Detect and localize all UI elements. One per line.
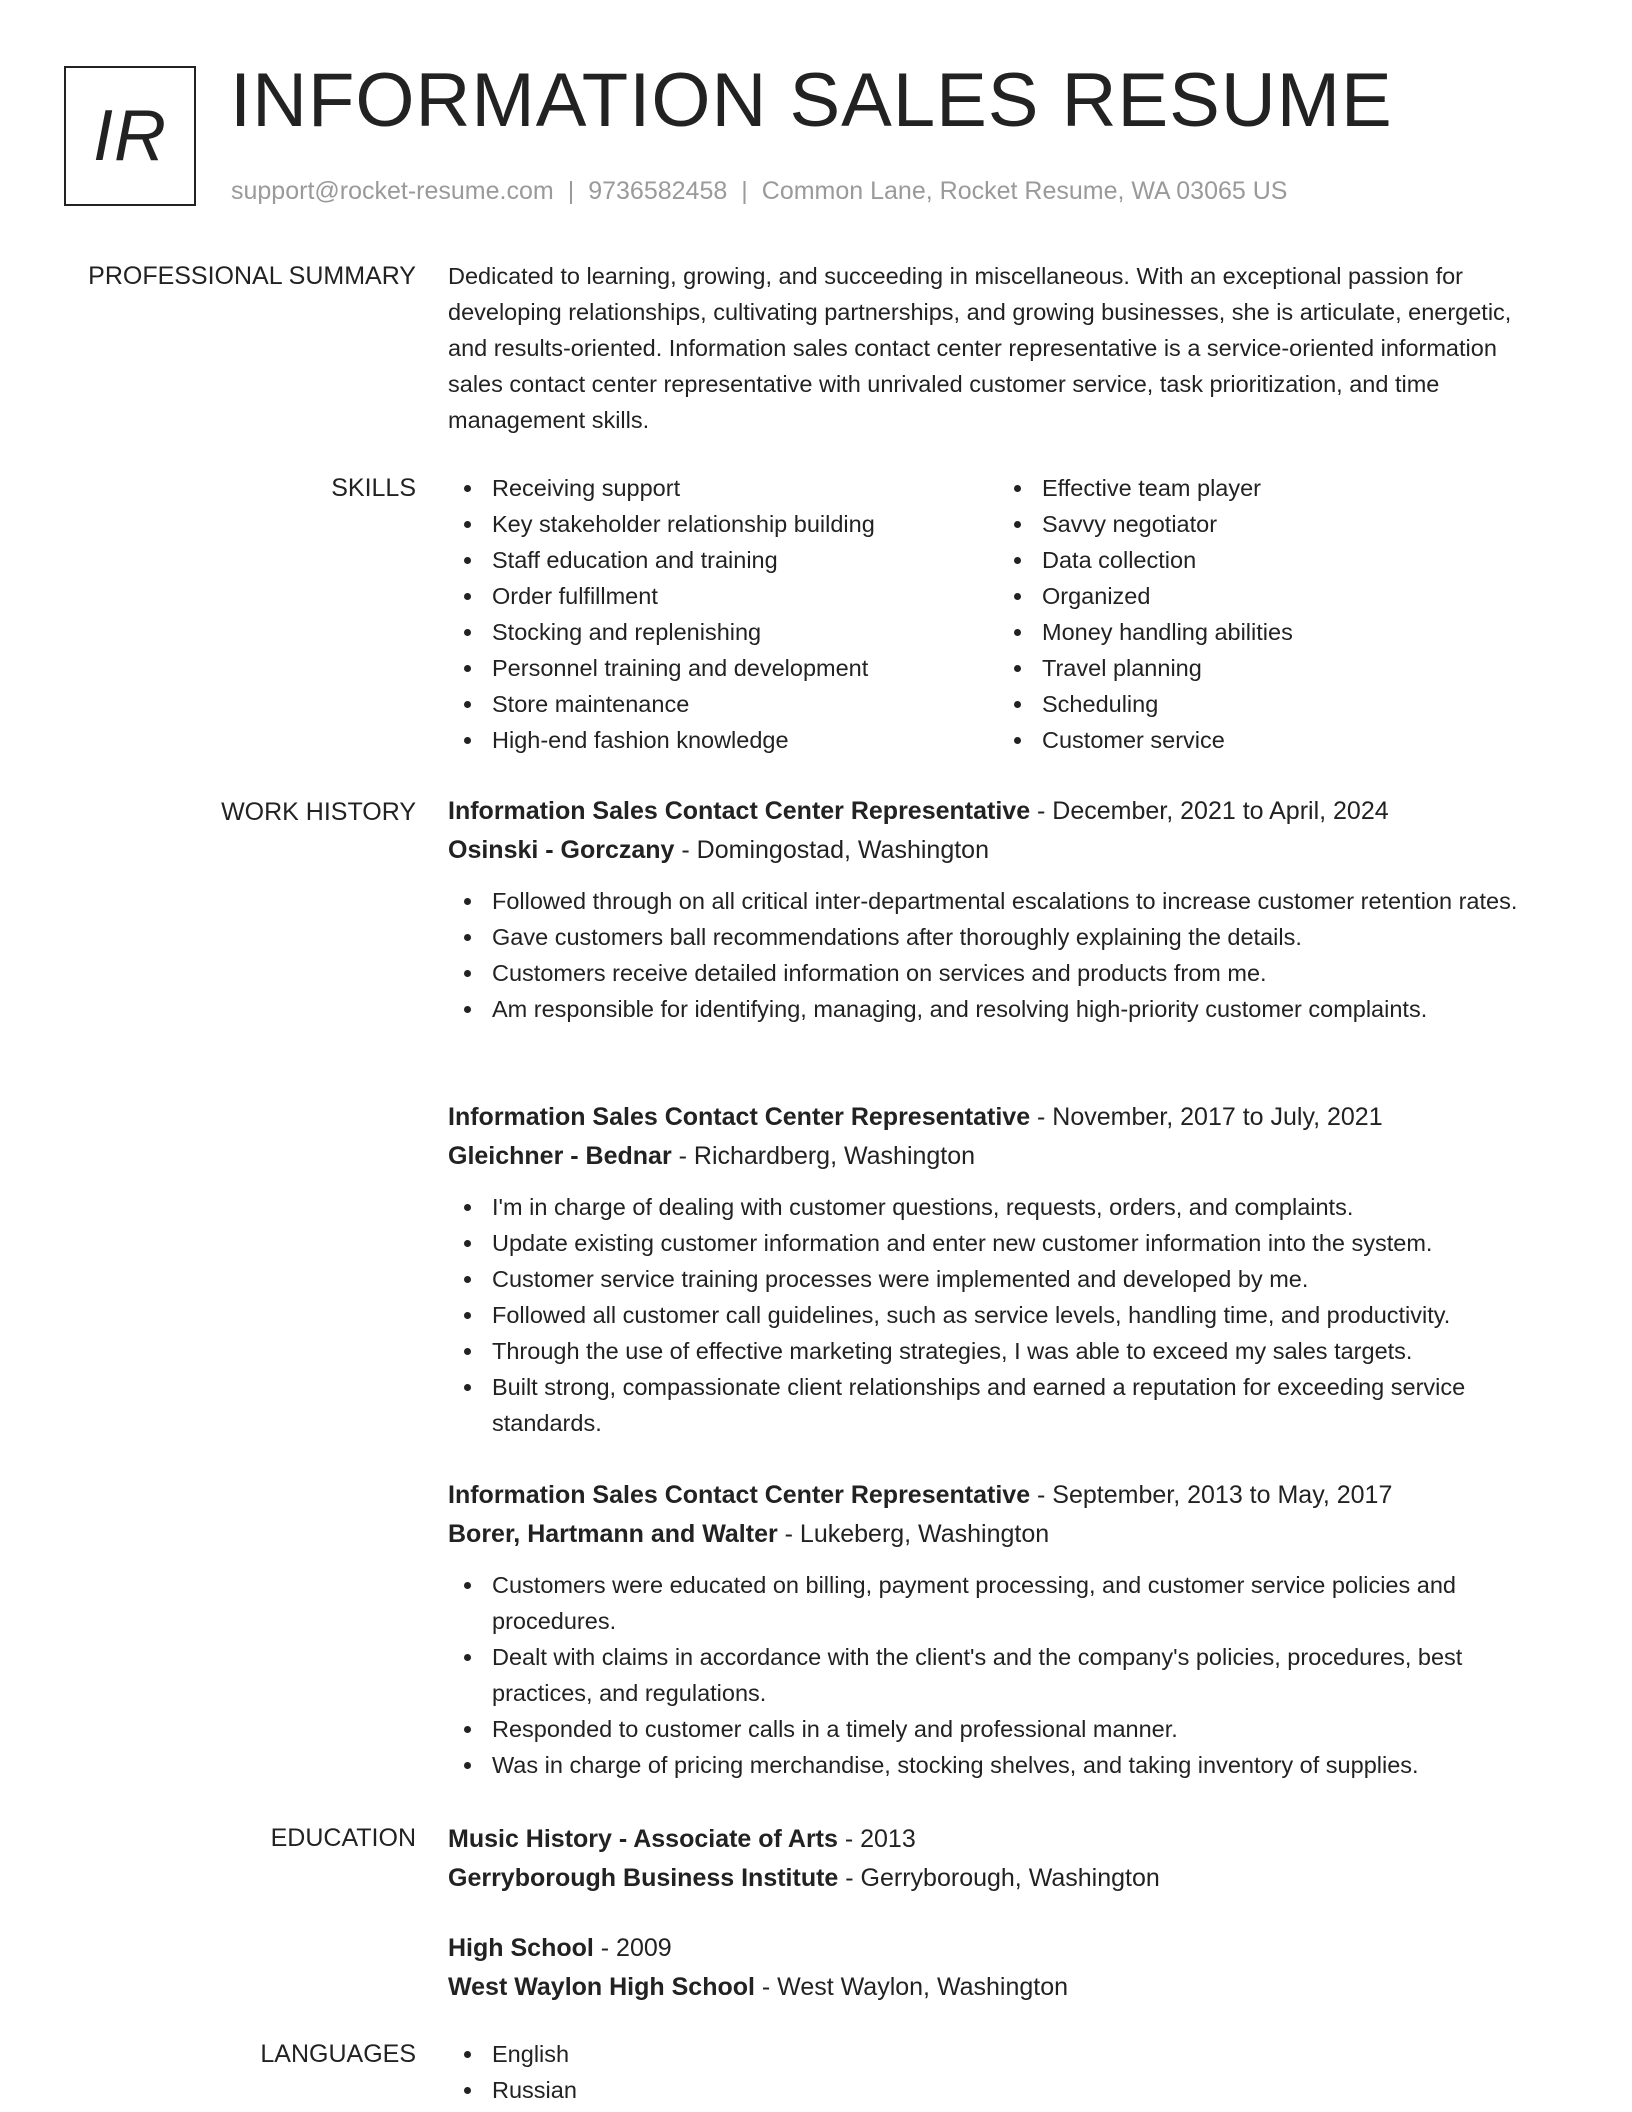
skill-item: Customer service: [998, 722, 1548, 758]
education-degree-line: [448, 1820, 1548, 1859]
skill-item: Savvy negotiator: [998, 506, 1548, 542]
summary-text: Dedicated to learning, growing, and succeeding in miscellaneous. With an exceptional passion for developing relationships, cultivating partnerships, and growing businesses, she is articulate, energetic, and results-oriented. Information sales contact center representative is a service-oriented information sales contact center representative with unrivaled customer service, task prioritization, and time management skills.: [448, 263, 1512, 433]
job-bullet: Customers receive detailed information on services and products from me.: [448, 955, 1548, 991]
contact-line: [231, 174, 1287, 208]
skill-item: Travel planning: [998, 650, 1548, 686]
contact-separator: |: [741, 177, 748, 205]
skill-item: Store maintenance: [448, 686, 998, 722]
skill-item: Personnel training and development: [448, 650, 998, 686]
education-year: - 2009: [593, 1934, 672, 1962]
job-company-line: [448, 1515, 1548, 1554]
job-bullet-list: [448, 883, 1548, 1027]
section-label-skills: SKILLS: [331, 474, 416, 502]
job-location: - Domingostad, Washington: [674, 836, 989, 864]
job-company-line: [448, 1137, 1548, 1176]
education-school-line: [448, 1968, 1548, 2007]
language-item: Russian: [448, 2072, 1548, 2108]
monogram-initials: IR: [93, 96, 167, 176]
skill-item: Receiving support: [448, 470, 998, 506]
contact-phone[interactable]: 9736582458: [588, 177, 728, 205]
job-title: Information Sales Contact Center Representative: [448, 797, 1031, 825]
job-bullet: Gave customers ball recommendations after thoroughly explaining the details.: [448, 919, 1548, 955]
job-bullet: Responded to customer calls in a timely and professional manner.: [448, 1711, 1548, 1747]
skill-item: Scheduling: [998, 686, 1548, 722]
skill-item: Money handling abilities: [998, 614, 1548, 650]
education-body: [448, 1820, 1548, 2007]
job-dates: - September, 2013 to May, 2017: [1030, 1481, 1393, 1509]
job-company: Osinski - Gorczany: [448, 836, 675, 864]
job-bullet: Customer service training processes were implemented and developed by me.: [448, 1261, 1548, 1297]
job-bullet: I'm in charge of dealing with customer questions, requests, orders, and complaints.: [448, 1189, 1548, 1225]
section-label-languages: LANGUAGES: [260, 2040, 416, 2068]
job-bullet-list: [448, 1567, 1548, 1783]
education-school: Gerryborough Business Institute: [448, 1864, 839, 1892]
education-entry: [448, 1820, 1548, 1898]
job-bullet: Customers were educated on billing, payment processing, and customer service policies and procedures.: [448, 1567, 1548, 1639]
job-bullet: Followed through on all critical inter-departmental escalations to increase customer retention rates.: [448, 883, 1548, 919]
section-label-work-history: WORK HISTORY: [221, 798, 416, 826]
languages-list: [448, 2036, 1548, 2108]
job-company: Gleichner - Bednar: [448, 1142, 672, 1170]
skill-item: Effective team player: [998, 470, 1548, 506]
skill-item: Order fulfillment: [448, 578, 998, 614]
education-entry: [448, 1929, 1548, 2007]
education-location: - West Waylon, Washington: [754, 1973, 1069, 2001]
education-school-line: [448, 1859, 1548, 1898]
skill-item: Stocking and replenishing: [448, 614, 998, 650]
education-degree: Music History - Associate of Arts: [448, 1825, 838, 1853]
section-label-summary: PROFESSIONAL SUMMARY: [88, 262, 416, 290]
job-bullet: Was in charge of pricing merchandise, stocking shelves, and taking inventory of supplies.: [448, 1747, 1548, 1783]
job-bullet: Dealt with claims in accordance with the client's and the company's policies, procedures, best practices, and regulations.: [448, 1639, 1548, 1711]
job-bullet: Through the use of effective marketing strategies, I was able to exceed my sales targets.: [448, 1333, 1548, 1369]
education-school: West Waylon High School: [448, 1973, 755, 2001]
skill-item: Staff education and training: [448, 542, 998, 578]
job-body: [448, 792, 1548, 1027]
education-degree-line: [448, 1929, 1548, 1968]
skill-item: Data collection: [998, 542, 1548, 578]
summary-body: [448, 258, 1548, 438]
resume-title: INFORMATION SALES RESUME: [230, 58, 1393, 143]
skills-list-left: [448, 470, 998, 758]
language-item: English: [448, 2036, 1548, 2072]
job-bullet: Followed all customer call guidelines, such as service levels, handling time, and productivity.: [448, 1297, 1548, 1333]
job-location: - Lukeberg, Washington: [777, 1520, 1050, 1548]
job-title: Information Sales Contact Center Representative: [448, 1103, 1031, 1131]
languages-body: [448, 2036, 1548, 2108]
education-year: - 2013: [837, 1825, 916, 1853]
job-dates: - November, 2017 to July, 2021: [1030, 1103, 1383, 1131]
job-title-line: [448, 792, 1548, 831]
job-title-line: [448, 1098, 1548, 1137]
skills-body: [448, 470, 1548, 758]
job-company: Borer, Hartmann and Walter: [448, 1520, 778, 1548]
job-dates: - December, 2021 to April, 2024: [1030, 797, 1389, 825]
education-location: - Gerryborough, Washington: [838, 1864, 1160, 1892]
section-label-education: EDUCATION: [270, 1824, 416, 1852]
job-title: Information Sales Contact Center Representative: [448, 1481, 1031, 1509]
contact-email[interactable]: support@rocket-resume.com: [231, 177, 554, 205]
skills-list-right: [998, 470, 1548, 758]
skill-item: High-end fashion knowledge: [448, 722, 998, 758]
job-bullet: Am responsible for identifying, managing, and resolving high-priority customer complaints.: [448, 991, 1548, 1027]
job-location: - Richardberg, Washington: [671, 1142, 976, 1170]
job-company-line: [448, 831, 1548, 870]
contact-address: Common Lane, Rocket Resume, WA 03065 US: [761, 177, 1288, 205]
contact-separator: |: [567, 177, 575, 205]
monogram-badge: [64, 66, 196, 206]
job-bullet-list: [448, 1189, 1548, 1441]
job-body: [448, 1098, 1548, 1441]
job-body: [448, 1476, 1548, 1783]
skill-item: Key stakeholder relationship building: [448, 506, 998, 542]
job-bullet: Built strong, compassionate client relationships and earned a reputation for exceeding service standards.: [448, 1369, 1548, 1441]
job-bullet: Update existing customer information and enter new customer information into the system.: [448, 1225, 1548, 1261]
education-degree: High School: [448, 1934, 594, 1962]
job-title-line: [448, 1476, 1548, 1515]
skill-item: Organized: [998, 578, 1548, 614]
